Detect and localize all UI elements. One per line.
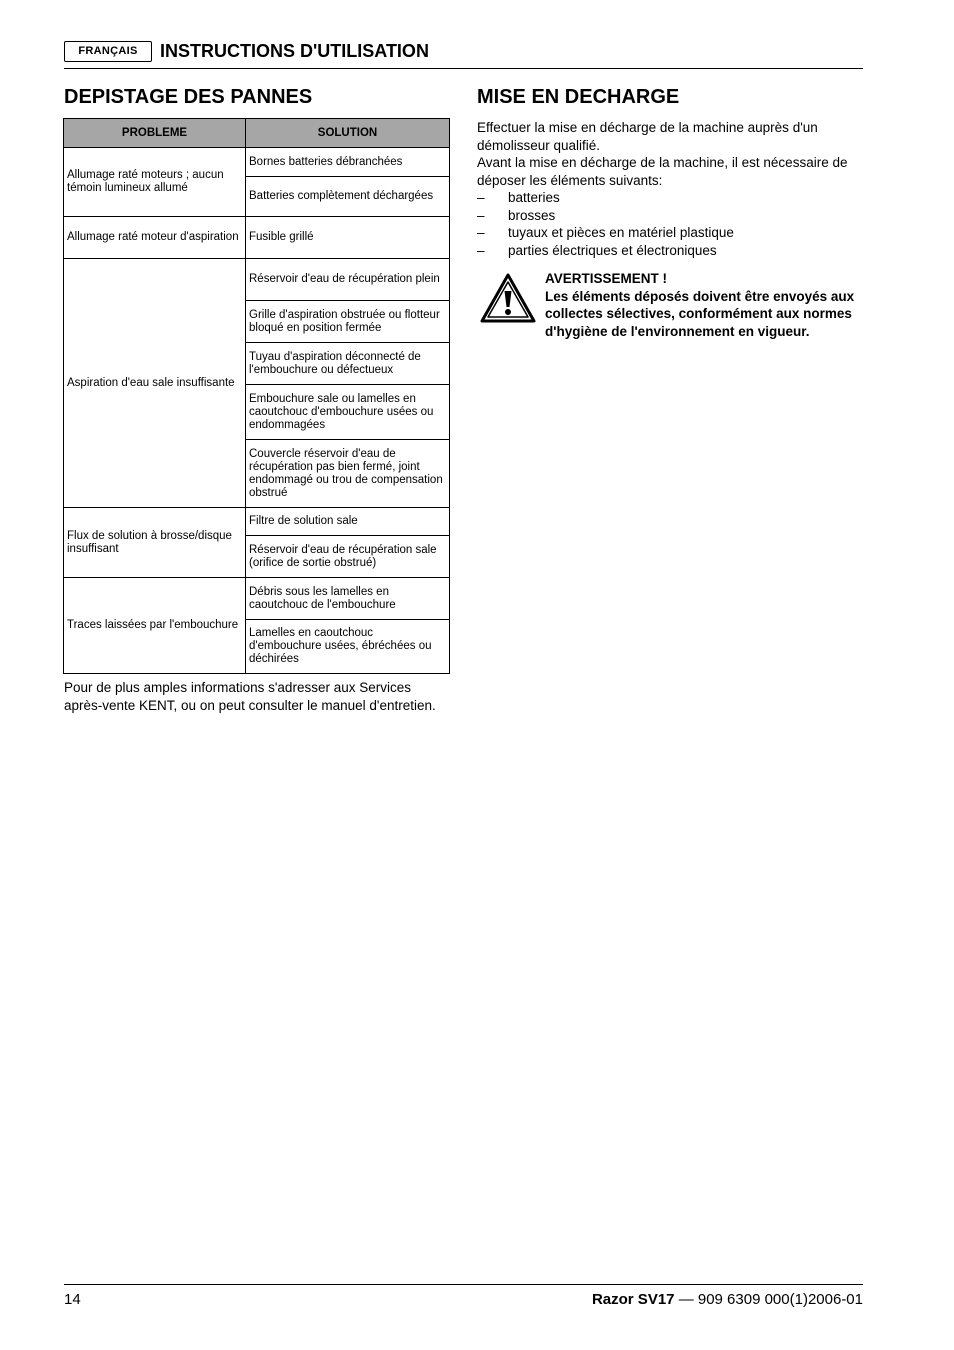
list-marker: – [477, 190, 485, 205]
warning-block [545, 270, 863, 340]
page-number: 14 [64, 1291, 81, 1308]
problem-cell: Traces laissées par l'embouchure [64, 578, 246, 674]
solution-cell: Bornes batteries débranchées [246, 148, 450, 177]
list-item [477, 224, 734, 242]
warning-heading: AVERTISSEMENT ! [545, 271, 668, 286]
document-reference [592, 1291, 863, 1308]
page-header [64, 40, 863, 69]
list-marker: – [477, 207, 485, 223]
solution-cell: Lamelles en caoutchouc d'embouchure usées, ébréchées ou déchirées [246, 620, 450, 674]
list-marker: – [477, 242, 485, 258]
list-item [477, 207, 734, 225]
problem-cell: Allumage raté moteur d'aspiration [64, 217, 246, 259]
list-item-text: parties électriques et électroniques [508, 242, 717, 258]
solution-cell: Tuyau d'aspiration déconnecté de l'embouchure ou défectueux [246, 343, 450, 385]
solution-cell: Réservoir d'eau de récupération sale (orifice de sortie obstrué) [246, 536, 450, 578]
language-badge: FRANÇAIS [64, 41, 152, 62]
disposal-intro-2: Avant la mise en décharge de la machine, il est nécessaire de déposer les éléments suivants: [477, 155, 848, 188]
document-code: — 909 6309 000(1)2006-01 [678, 1291, 863, 1308]
table-row [64, 217, 450, 259]
problem-cell: Allumage raté moteurs ; aucun témoin lumineux allumé [64, 148, 246, 217]
problem-cell: Aspiration d'eau sale insuffisante [64, 259, 246, 508]
table-header-row [64, 119, 450, 148]
list-item-text: tuyaux et pièces en matériel plastique [508, 225, 734, 241]
page-footer [64, 1284, 863, 1308]
solution-cell: Batteries complètement déchargées [246, 177, 450, 217]
troubleshooting-table [63, 118, 450, 674]
problem-column-header: PROBLEME [64, 119, 246, 148]
list-item-text: brosses [508, 207, 556, 223]
solution-cell: Grille d'aspiration obstruée ou flotteur bloqué en position fermée [246, 301, 450, 343]
solution-cell: Embouchure sale ou lamelles en caoutchouc d'embouchure usées ou endommagées [246, 385, 450, 440]
list-item [477, 189, 734, 207]
removal-list [477, 189, 734, 259]
service-note: Pour de plus amples informations s'adresser aux Services après-vente KENT, ou on peut consulter le manuel d'entretien. [64, 680, 436, 713]
model-name: Razor SV17 [591, 1291, 675, 1308]
solution-cell: Filtre de solution sale [246, 508, 450, 536]
disposal-title: MISE EN DECHARGE [477, 86, 680, 108]
table-row [64, 578, 450, 620]
problem-cell: Flux de solution à brosse/disque insuffisant [64, 508, 246, 578]
header-title: INSTRUCTIONS D'UTILISATION [160, 41, 429, 61]
table-row [64, 148, 450, 177]
table-row [64, 508, 450, 536]
warning-text: Les éléments déposés doivent être envoyés aux collectes sélectives, conformément aux normes d'hygiène de l'environnement en vigueur. [545, 288, 855, 339]
disposal-intro-1: Effectuer la mise en décharge de la machine auprès d'un démolisseur qualifié. [477, 120, 818, 153]
solution-column-header: SOLUTION [246, 119, 450, 148]
solution-cell: Réservoir d'eau de récupération plein [246, 259, 450, 301]
list-item-text: batteries [508, 190, 560, 205]
warning-triangle-icon [480, 272, 536, 324]
list-marker: – [477, 225, 485, 241]
solution-cell: Fusible grillé [246, 217, 450, 259]
table-row [64, 259, 450, 301]
solution-cell: Débris sous les lamelles en caoutchouc de l'embouchure [246, 578, 450, 620]
list-item [477, 242, 734, 260]
solution-cell: Couvercle réservoir d'eau de récupération pas bien fermé, joint endommagé ou trou de compensation obstrué [246, 440, 450, 508]
troubleshooting-title: DEPISTAGE DES PANNES [64, 86, 313, 108]
